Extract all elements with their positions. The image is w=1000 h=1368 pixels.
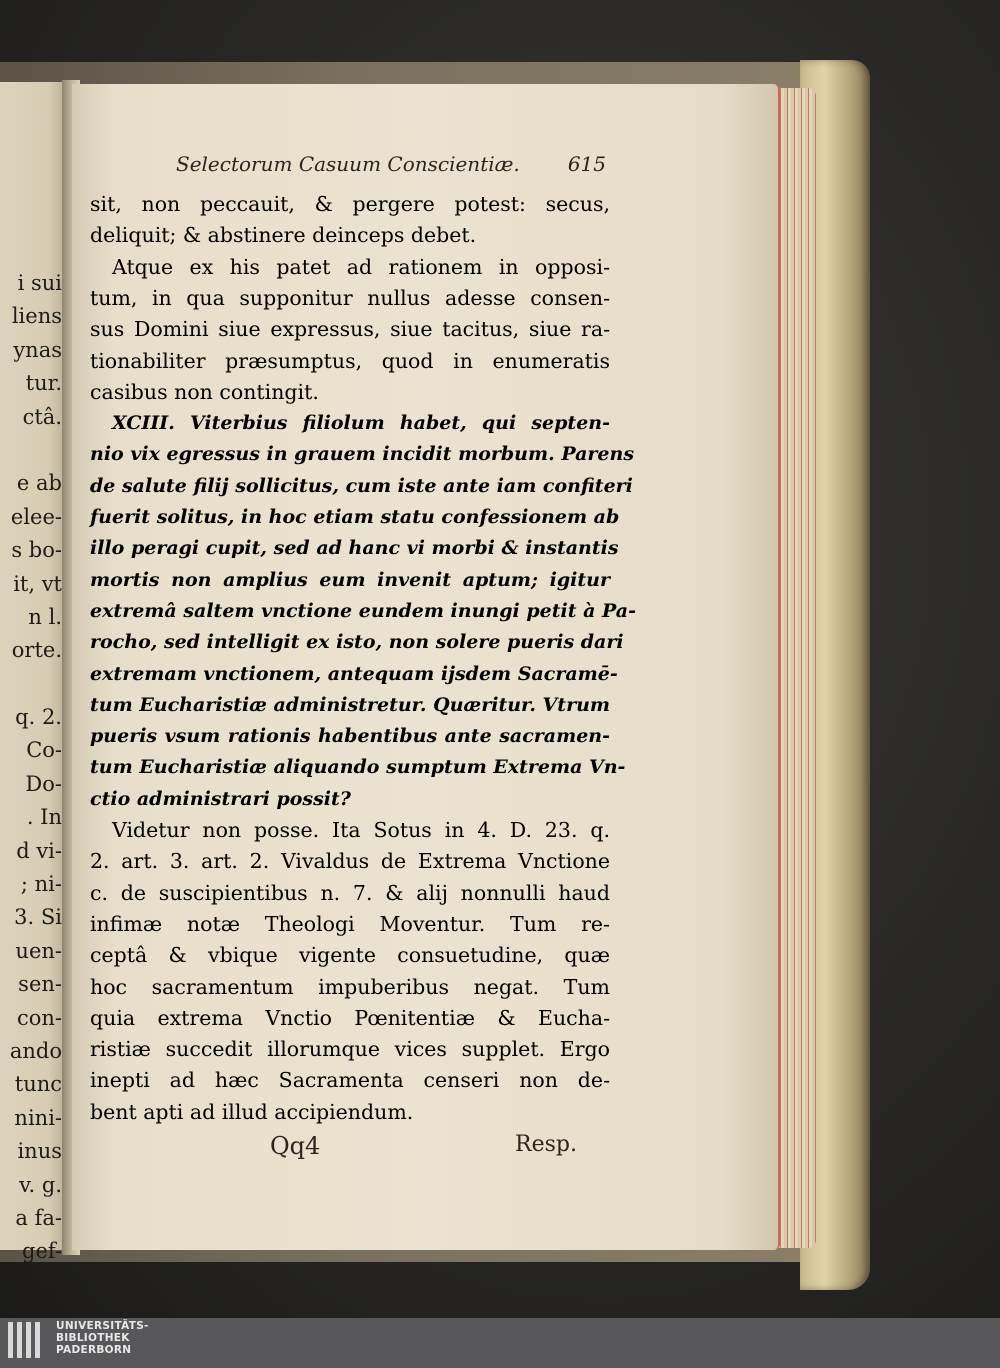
page-number: 615 <box>567 152 606 176</box>
left-fragment-line: orte. <box>11 638 62 663</box>
left-fragment-line: sen- <box>18 972 62 997</box>
text-line: extremam vnctionem, antequam ijsdem Sacramē- <box>90 662 618 685</box>
text-line: ceptâ & vbique vigente consuetudine, quæ <box>90 943 610 968</box>
left-fragment-line: liens <box>11 304 62 329</box>
text-line: deliquit; & abstinere deinceps debet. <box>90 223 477 248</box>
left-fragment-line: ctâ. <box>22 404 62 429</box>
left-page-text-fragments <box>0 267 66 1302</box>
library-logo-text <box>56 1320 149 1356</box>
text-line: casibus non contingit. <box>90 379 319 404</box>
text-line: sit, non peccauit, & pergere potest: secus, <box>90 192 610 216</box>
catchword: Resp. <box>515 1132 577 1157</box>
left-fragment-line: nini- <box>14 1105 62 1130</box>
running-head-title: Selectorum Casuum Conscientiæ. <box>176 152 520 176</box>
left-fragment-line: . In <box>26 805 62 830</box>
left-fragment-line: Do- <box>25 771 62 796</box>
left-fragment-line: 3. Si <box>14 905 62 930</box>
left-fragment-line: tunc <box>14 1072 62 1097</box>
text-line: bent apti ad illud accipiendum. <box>90 1099 414 1124</box>
text-line: infimæ notæ Theologi Moventur. Tum re- <box>90 911 610 936</box>
text-line: nio vix egressus in grauem incidit morbum. Parens <box>90 443 635 466</box>
logo-line-2: BIBLIOTHEK <box>56 1332 130 1344</box>
text-line: inepti ad hæc Sacramenta censeri non de- <box>90 1068 610 1093</box>
left-fragment-line: Co- <box>26 738 62 763</box>
text-line: XCIII. Viterbius filiolum habet, qui septen- <box>112 412 610 435</box>
left-fragment-line <box>0 434 66 467</box>
text-line: mortis non amplius eum invenit aptum; igitur <box>90 568 610 591</box>
left-fragment-line: s bo- <box>11 538 62 563</box>
text-line: 2. art. 3. art. 2. Vivaldus de Extrema Vnctione <box>90 849 610 874</box>
left-page <box>0 82 68 1297</box>
text-line: extremâ saltem vnctione eundem inungi petit à Pa- <box>90 599 636 622</box>
left-fragment-line: d vi- <box>16 838 62 863</box>
left-fragment-line: v. g. <box>19 1172 62 1197</box>
text-line: rocho, sed intelligit ex isto, non solere pueris dari <box>90 631 624 654</box>
text-line: tum Eucharistiæ aliquando sumptum Extrema Vn- <box>90 756 626 779</box>
text-line: pueris vsum rationis habentibus ante sacramen- <box>90 725 610 748</box>
left-fragment-line: it, vt <box>13 571 62 596</box>
text-line: quia extrema Vnctio Pœnitentiæ & Eucha- <box>90 1005 610 1030</box>
left-fragment-line: gef- <box>22 1239 62 1264</box>
left-fragment-line: sit, <box>29 1272 62 1297</box>
text-line: fuerit solitus, in hoc etiam statu confessionem ab <box>90 506 620 528</box>
logo-line-1: UNIVERSITÄTS- <box>56 1320 149 1332</box>
text-line: tionabiliter præsumptus, quod in enumeratis <box>90 348 610 373</box>
footer-bar <box>0 1318 1000 1368</box>
left-fragment-line: q. 2. <box>15 705 62 730</box>
text-line: hoc sacramentum impuberibus negat. Tum <box>90 974 610 999</box>
left-fragment-line: n l. <box>28 604 62 629</box>
text-line: c. de suscipientibus n. 7. & alij nonnulli haud <box>90 880 610 905</box>
text-line: ctio administrari possit? <box>90 787 351 810</box>
running-header <box>176 152 606 188</box>
logo-line-3: PADERBORN <box>56 1344 132 1356</box>
text-line: tum, in qua supponitur nullus adesse consen- <box>90 285 610 310</box>
left-fragment-line: elee- <box>10 504 62 529</box>
left-fragment-line: e ab <box>16 471 62 496</box>
text-line: tum Eucharistiæ administretur. Quæritur. Vtrum <box>90 693 610 716</box>
text-line: Videtur non posse. Ita Sotus in 4. D. 23. q. <box>112 818 610 842</box>
text-line: sus Domini siue expressus, siue tacitus, siue ra- <box>90 317 610 342</box>
left-fragment-line: ynas <box>13 337 62 362</box>
library-logo-icon <box>8 1322 46 1364</box>
signature-mark: Qq4 <box>270 1132 321 1160</box>
left-fragment-line: ando <box>9 1038 62 1063</box>
left-fragment-line: a fa- <box>15 1205 62 1230</box>
left-fragment-line: i sui <box>17 271 62 295</box>
text-line: ristiæ succedit illorumque vices supplet. Ergo <box>90 1037 610 1062</box>
left-fragment-line: ; ni- <box>20 872 62 897</box>
left-fragment-line: uen- <box>15 938 62 963</box>
text-line: illo peragi cupit, sed ad hanc vi morbi & instantis <box>90 537 619 560</box>
text-line: Atque ex his patet ad rationem in opposi- <box>112 254 610 279</box>
left-fragment-line: tur. <box>25 371 62 396</box>
left-fragment-line: inus <box>17 1139 62 1164</box>
text-line: de salute filij sollicitus, cum iste ante iam confiteri <box>90 474 633 497</box>
left-fragment-line <box>0 668 66 701</box>
left-fragment-line: con- <box>16 1005 62 1030</box>
